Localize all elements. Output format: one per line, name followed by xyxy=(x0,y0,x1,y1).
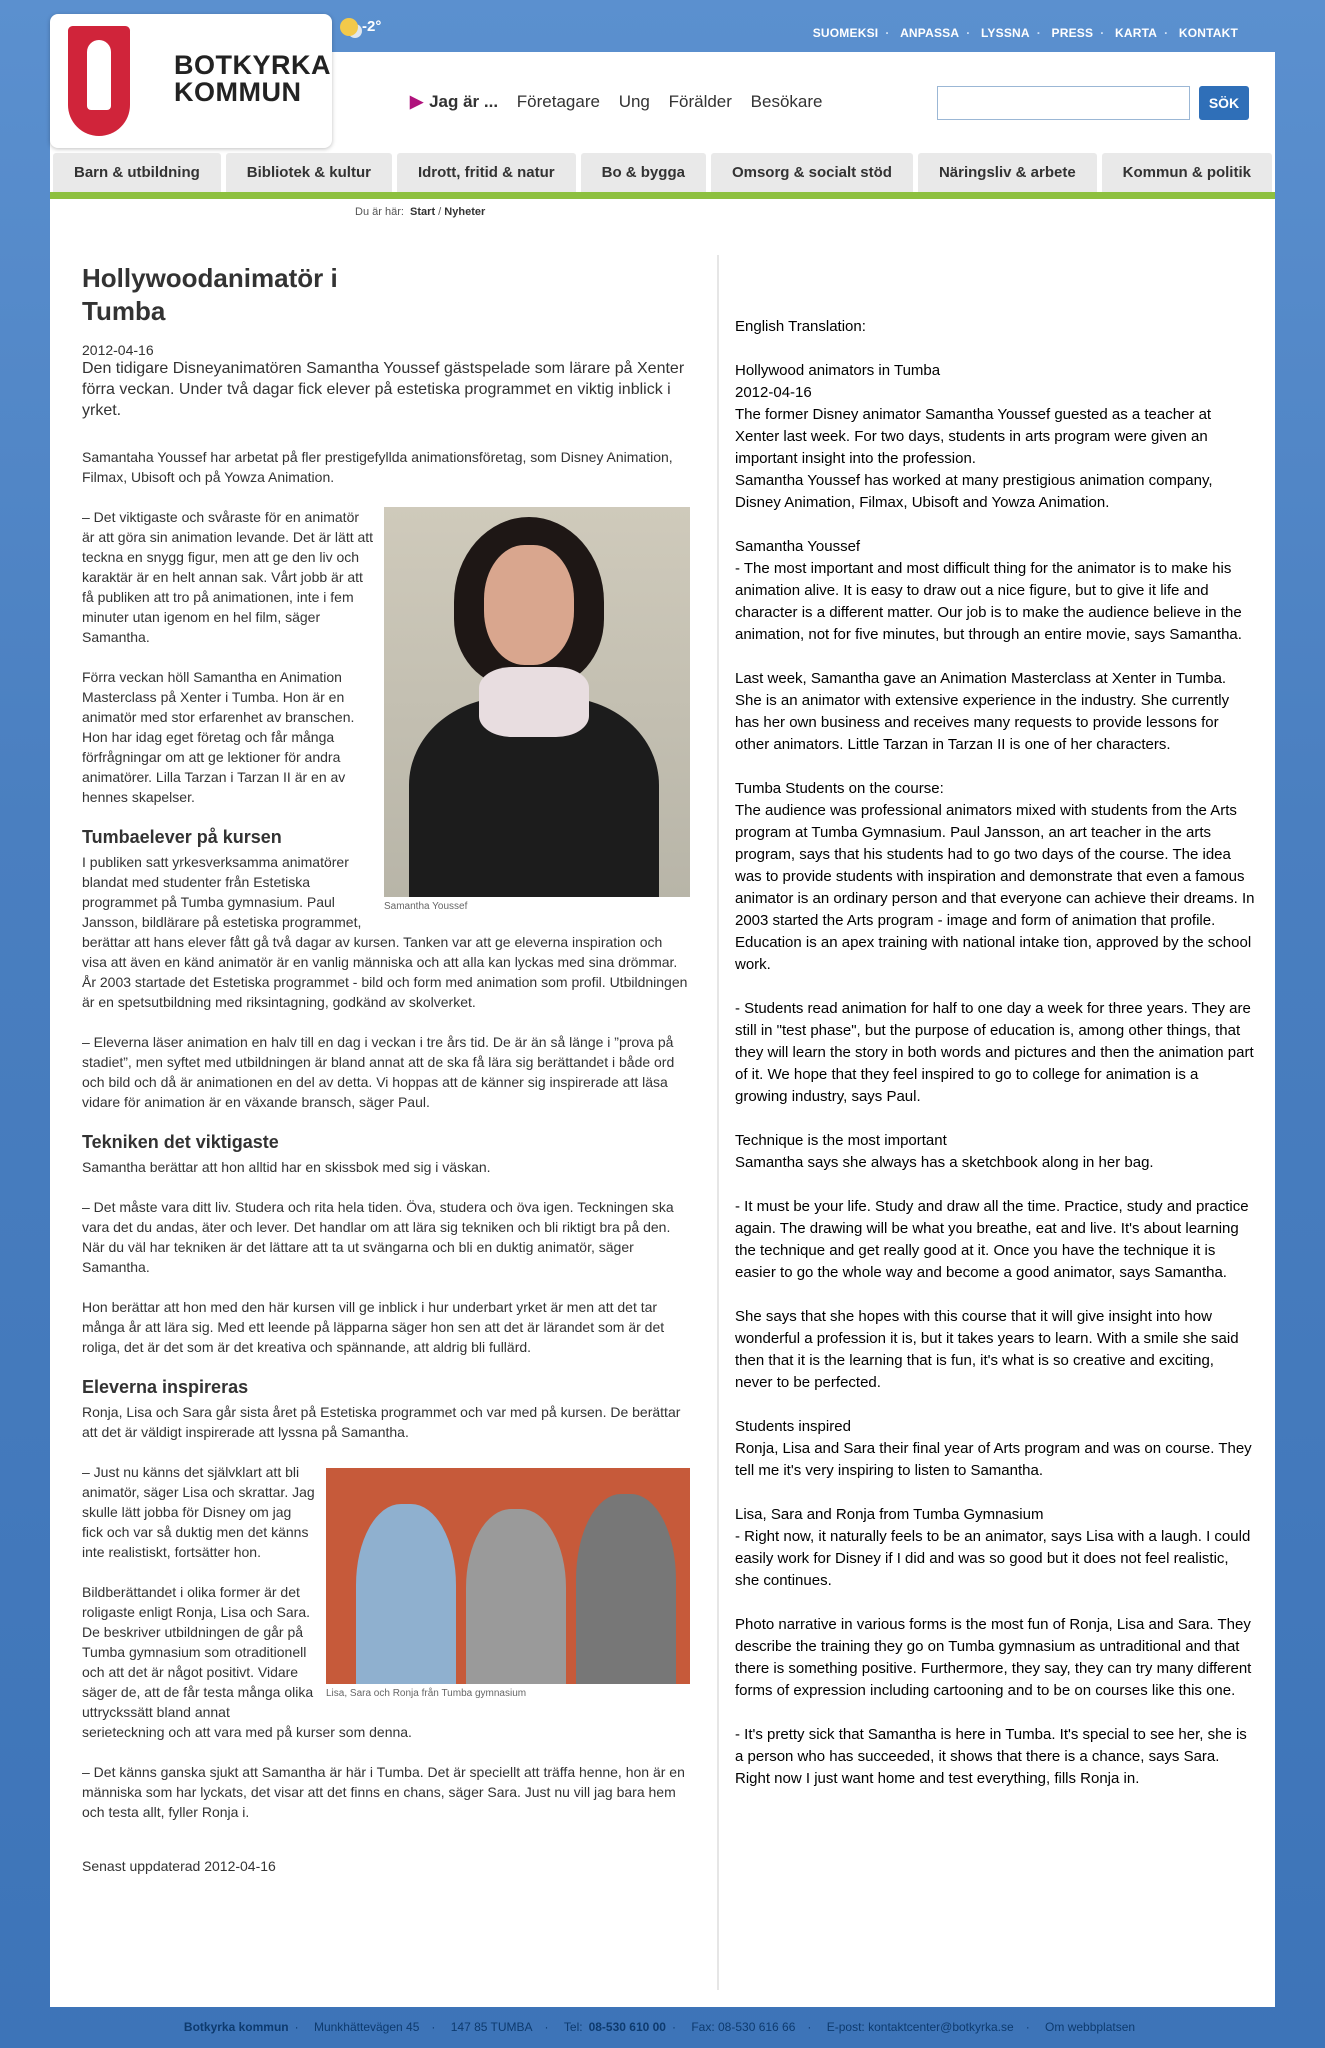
photo-caption: Samantha Youssef xyxy=(384,901,468,912)
article-paragraph: I publiken satt yrkesverksamma animatörer blandat med studenter från Estetiska programmet på Tumba gymnasium. Paul Jansson, bildlärare på estetiska programmet, berättar att hans elever fått gå två dagar av kursen. Tanken var att ge eleverna inspiration och visa att även en känd animatör är en vanlig människa och att alla kan lyckas med sina drömmar. År 2003 startade det Estetiska programmet - bild och form med animation som profil. Utbildningen är en spetsutbildning med riksintagning, godkänd av skolverket. xyxy=(82,854,688,1010)
translation-paragraph: She says that she hopes with this course that it will give insight into how wonderful a profession it is, but it takes years to learn. With a smile she said then that it is the learning that is fun, it's what is so creative and exciting, never to be perfected. xyxy=(735,1308,1239,1391)
footer-name: Botkyrka kommun xyxy=(183,2020,289,2034)
photo-samantha-youssef xyxy=(384,507,690,897)
play-arrow-icon: ▶ xyxy=(410,92,424,111)
topnav-kontakt[interactable]: KONTAKT xyxy=(1178,26,1238,40)
article-lead: Den tidigare Disneyanimatören Samantha Youssef gästspelade som lärare på Xenter förra veckan. Under två dagar fick elever på estetiska programmet en viktig inblick i yrket. xyxy=(82,360,685,419)
top-navigation: SUOMEKSI · ANPASSA · LYSSNA · PRESS · KARTA · KONTAKT xyxy=(812,26,1238,40)
footer-tel[interactable]: 08-530 610 00 xyxy=(588,2020,666,2034)
menu-barn-utbildning[interactable]: Barn & utbildning xyxy=(53,153,221,192)
article-paragraph: Bildberättandet i olika former är det roligaste enligt Ronja, Lisa och Sara. De beskriver utbildningen de går på Tumba gymnasium som otraditionell och att det är något positivt. Vidare säger de, att de får testa många olika uttryckssätt bland annat serieteckning och att vara med på kurser som denna. xyxy=(82,1584,412,1740)
last-updated: Senast uppdaterad 2012-04-16 xyxy=(82,1858,276,1874)
article-paragraph: Ronja, Lisa och Sara går sista året på Estetiska programmet och var med på kursen. De berättar att det är väldigt inspirerade att lyssna på Samantha. xyxy=(82,1404,681,1440)
menu-bibliotek-kultur[interactable]: Bibliotek & kultur xyxy=(226,153,392,192)
translation-paragraph: Samantha Youssef - The most important and most difficult thing for the animator is to make his animation alive. It is easy to draw out a nice figure, but to give it life and character is a different matter. Our job is to make the audience believe in the animation, not for five minutes, but through an entire movie, says Samantha. xyxy=(735,538,1242,643)
menu-omsorg-socialt-stod[interactable]: Omsorg & socialt stöd xyxy=(711,153,913,192)
menu-bo-bygga[interactable]: Bo & bygga xyxy=(581,153,706,192)
menu-idrott-fritid-natur[interactable]: Idrott, fritid & natur xyxy=(397,153,576,192)
english-translation xyxy=(735,316,1255,1812)
translation-paragraph: Photo narrative in various forms is the most fun of Ronja, Lisa and Sara. They describe the training they go on Tumba gymnasium as untraditional and that there is something positive. Furthermore, they say, they can try many different forms of expression including cartooning and to be on courses like this one. xyxy=(735,1616,1252,1699)
breadcrumb-current[interactable]: Nyheter xyxy=(444,206,486,218)
footer-email[interactable]: E-post: kontaktcenter@botkyrka.se xyxy=(826,2020,1014,2034)
footer-city: 147 85 TUMBA xyxy=(450,2020,533,2034)
persona-besokare[interactable]: Besökare xyxy=(750,92,823,111)
persona-ung[interactable]: Ung xyxy=(618,92,650,111)
article-paragraph: – Det viktigaste och svåraste för en animatör är att göra sin animation levande. Det är lätt att teckna en snygg figur, men att ge den liv och karaktär är en helt annan sak. Vårt jobb är att få publiken att tro på animationen, inte i fem minuter utan igenom en hel film, säger Samantha. xyxy=(82,509,374,645)
search-button[interactable]: SÖK xyxy=(1199,86,1249,120)
article-paragraph: Hon berättar att hon med den här kursen vill ge inblick i hur underbart yrket är men att det tar många år att lära sig. Med ett leende på läpparna säger hon sen att det är lärandet som är det roliga, det är det som är det kreativa och spännande, att aldrig bli fullärd. xyxy=(82,1299,665,1355)
site-logo[interactable] xyxy=(50,14,332,148)
article-date: 2012-04-16 xyxy=(82,342,154,358)
search-input[interactable] xyxy=(937,86,1190,120)
footer-about[interactable]: Om webbplatsen xyxy=(1045,2020,1136,2034)
coat-of-arms-icon xyxy=(68,26,130,136)
section-heading: Tumbaelever på kursen xyxy=(82,827,282,847)
photo-caption: Lisa, Sara och Ronja från Tumba gymnasium xyxy=(326,1688,527,1699)
menu-naringsliv-arbete[interactable]: Näringsliv & arbete xyxy=(918,153,1097,192)
breadcrumb-start[interactable]: Start xyxy=(410,206,436,218)
translation-paragraph: - Students read animation for half to one day a week for three years. They are still in "test phase", but the purpose of education is, among other things, that they will learn the story in both words and pictures and then the animation part of it. We hope that they feel inspired to go to college for animation is a growing industry, says Paul. xyxy=(735,1000,1254,1105)
footer-address: Munkhättevägen 45 xyxy=(313,2020,420,2034)
article-paragraph: – Just nu känns det självklart att bli animatör, säger Lisa och skrattar. Jag skulle lätt jobba för Disney om jag fick och var så duktig men det känns inte realistiskt, fortsätter hon. xyxy=(82,1464,315,1560)
figure-students xyxy=(326,1468,690,1699)
logo-text: BOTKYRKA KOMMUN xyxy=(174,50,331,107)
persona-foralder[interactable]: Förälder xyxy=(668,92,732,111)
main-menu xyxy=(50,153,1275,199)
topnav-karta[interactable]: KARTA xyxy=(1114,26,1158,40)
article-title: Hollywoodanimatör i Tumba xyxy=(82,263,338,326)
figure-samantha xyxy=(384,507,690,912)
topnav-lyssna[interactable]: LYSSNA xyxy=(981,26,1030,40)
article-paragraph: Samantha berättar att hon alltid har en skissbok med sig i väskan. xyxy=(82,1159,491,1175)
section-heading: Eleverna inspireras xyxy=(82,1377,249,1397)
menu-kommun-politik[interactable]: Kommun & politik xyxy=(1102,153,1272,192)
persona-navigation xyxy=(410,92,837,112)
breadcrumb: Du är här: Start / Nyheter xyxy=(355,206,486,218)
article-paragraph: – Det känns ganska sjukt att Samantha är här i Tumba. Det är speciellt att träffa henne, hon är en människa som har lyckats, det visar att det finns en chans, säger Sara. Just nu vill jag bara hem och testa allt, fyller Ronja i. xyxy=(82,1764,685,1820)
translation-paragraph: Lisa, Sara and Ronja from Tumba Gymnasium - Right now, it naturally feels to be an animator, says Lisa with a laugh. I could easily work for Disney if I did and was so good but it does not feel realistic, she continues. xyxy=(735,1506,1251,1589)
persona-foretagare[interactable]: Företagare xyxy=(516,92,600,111)
translation-paragraph: Technique is the most important Samantha says she always has a sketchbook along in her bag. xyxy=(735,1132,1154,1171)
translation-paragraph: - It's pretty sick that Samantha is here in Tumba. It's special to see her, she is a person who has succeeded, it shows that there is a chance, says Sara. Right now I just want home and test everything, fills Ronja in. xyxy=(735,1726,1247,1787)
article-paragraph: – Eleverna läser animation en halv till en dag i veckan i tre års tid. De är än så länge i ”prova på stadiet”, men syftet med utbildningen är bland annat att de ska få lära sig berättandet i både ord och bild och då är animationen en del av detta. Vi hoppas att de känner sig inspirerade att läsa vidare för animation är en växande bransch, säger Paul. xyxy=(82,1034,675,1110)
translation-paragraph: Tumba Students on the course: The audience was professional animators mixed with students from the Arts program at Tumba Gymnasium. Paul Jansson, an art teacher in the arts program, says that his students had to go two days of the course. The idea was to provide students with inspiration and demonstrate that even a famous animator is an ordinary person and that everyone can achieve their dreams. In 2003 started the Arts program - image and form of animation that profile. Education is an apex training with national intake tion, approved by the school work. xyxy=(735,780,1255,973)
footer: Botkyrka kommun · Munkhättevägen 45 · 147 85 TUMBA · Tel: 08-530 610 00 · Fax: 08-530 616 66 · E-post: kontaktcenter@botkyrka.se · Om webbplatsen xyxy=(183,2020,1136,2034)
weather-widget xyxy=(340,18,381,36)
translation-paragraph: English Translation: xyxy=(735,318,866,335)
article-paragraph: – Det måste vara ditt liv. Studera och rita hela tiden. Öva, studera och öva igen. Teckningen ska vara det du andas, äter och lever. Det handlar om att lära sig tekniken och bli riktigt bra på den. När du väl har tekniken är det lättare att ta ut svängarna och bli en duktig animatör, säger Samantha. xyxy=(82,1199,674,1275)
topnav-anpassa[interactable]: ANPASSA xyxy=(900,26,960,40)
section-heading: Tekniken det viktigaste xyxy=(82,1132,279,1152)
temperature: -2° xyxy=(362,18,382,35)
topnav-press[interactable]: PRESS xyxy=(1051,26,1094,40)
article-paragraph: Förra veckan höll Samantha en Animation Masterclass på Xenter i Tumba. Hon är en animatör med stor erfarenhet av branschen. Hon har idag eget företag och får många förfrågningar om att ge lektioner för andra animatörer. Lilla Tarzan i Tarzan II är en av hennes skapelser. xyxy=(82,669,355,805)
footer-fax: Fax: 08-530 616 66 xyxy=(691,2020,796,2034)
article xyxy=(82,262,690,1874)
article-paragraph: Samantaha Youssef har arbetat på fler prestigefyllda animationsföretag, som Disney Animation, Filmax, Ubisoft och på Yowza Animation. xyxy=(82,449,673,485)
topnav-suomeksi[interactable]: SUOMEKSI xyxy=(812,26,879,40)
translation-paragraph: Students inspired Ronja, Lisa and Sara their final year of Arts program and was on course. They tell me it's very inspiring to listen to Samantha. xyxy=(735,1418,1252,1479)
photo-lisa-sara-ronja xyxy=(326,1468,690,1684)
translation-paragraph: Hollywood animators in Tumba 2012-04-16 The former Disney animator Samantha Youssef guested as a teacher at Xenter last week. For two days, students in arts program were given an important insight into the profession. Samantha Youssef has worked at many prestigious animation company, Disney Animation, Filmax, Ubisoft and Yowza Animation. xyxy=(735,362,1213,511)
persona-label[interactable]: Jag är ... xyxy=(429,92,499,111)
column-divider xyxy=(717,255,719,1990)
partly-sunny-icon xyxy=(340,18,358,36)
translation-paragraph: - It must be your life. Study and draw all the time. Practice, study and practice again. The drawing will be what you breathe, eat and live. It's about learning the technique and get really good at it. Once you have the technique it is easier to go the whole way and become a good animator, says Samantha. xyxy=(735,1198,1249,1281)
translation-paragraph: Last week, Samantha gave an Animation Masterclass at Xenter in Tumba. She is an animator with extensive experience in the industry. She currently has her own business and receives many requests to provide lessons for other animators. Little Tarzan in Tarzan II is one of her characters. xyxy=(735,670,1230,753)
